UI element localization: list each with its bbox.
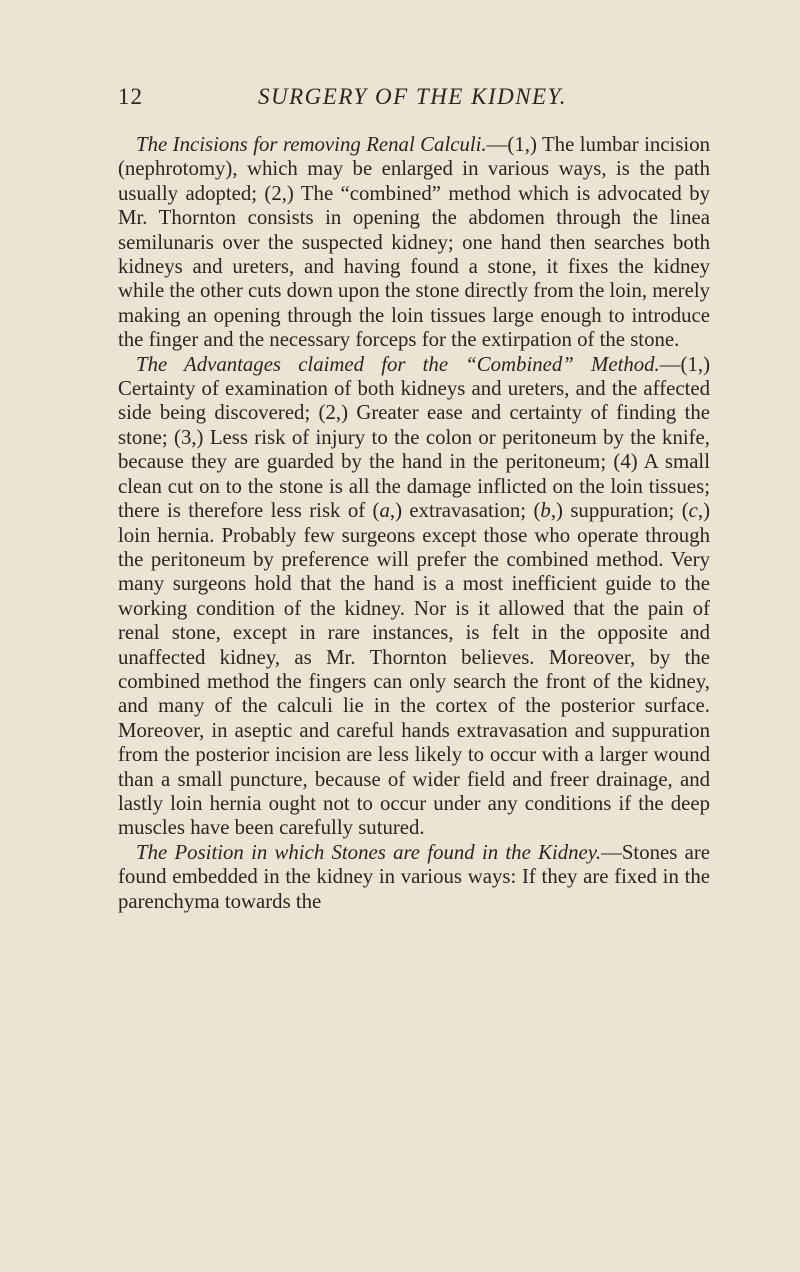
paragraph-text: ,) loin hernia. Probably few surgeons except those who operate through the peritoneum by preference will prefer the combined method. Very many surgeons hold that the hand is a most inefficient guide to the working condition of the kidney. Nor is it allowed that the pain of renal stone, except in rare instances, is felt in the opposite and unaffected kidney, as Mr. Thornton believes. Moreover, by the combined method the fingers can only search the front of the kidney, and many of the calculi lie in the cortex of the posterior surface. Moreover, in aseptic and careful hands extravasation and suppuration from the posterior incision are less likely to occur with a larger wound than a small puncture, because of wider field and freer drainage, and lastly loin hernia ought not to occur under any conditions if the deep muscles have been carefully sutured. [118, 499, 710, 840]
enum-letter-b: b [540, 499, 551, 523]
section-heading-position: The Position in which Stones are found in the Kidney. [136, 840, 602, 864]
enum-letter-c: c [688, 499, 698, 523]
paragraph-incisions [118, 133, 710, 353]
section-heading-incisions: The Incisions for removing Renal Calculi. [136, 133, 487, 156]
running-title: SURGERY OF THE KIDNEY. [258, 84, 568, 109]
paragraph-position [118, 841, 710, 914]
section-heading-advantages: The Advantages claimed for the “Combined” Method. [136, 352, 660, 376]
enum-letter-a: a [379, 499, 390, 523]
paragraph-text: —Stones are found embedded in the kidney in various ways: If they are fixed in the parenchyma towards the [118, 840, 710, 913]
paragraph-text: ,) extravasation; ( [389, 499, 541, 523]
body-text [118, 133, 710, 914]
paragraph-text: —(1,) Certainty of examination of both kidneys and ureters, and the affected side being discovered; (2,) Greater ease and certainty of finding the stone; (3,) Less risk of injury to the colon or peritoneum by the knife, because they are guarded by the hand in the peritoneum; (4) A small clean cut on to the stone is all the damage inflicted on the loin tissues; there is therefore less risk of ( [118, 352, 710, 523]
paragraph-advantages [118, 353, 710, 841]
running-head [118, 84, 718, 114]
page-number: 12 [118, 84, 143, 109]
paragraph-text: ,) suppuration; ( [550, 499, 689, 523]
paragraph-text: —(1,) The lumbar incision (nephrotomy), which may be enlarged in various ways, is the path usually adopted; (2,) The “combined” method which is advocated by Mr. Thornton consists in opening the abdomen through the linea semilunaris over the suspected kidney; one hand then searches both kidneys and ureters, and having found a stone, it fixes the kidney while the other cuts down upon the stone directly from the loin, merely making an opening through the loin tissues large enough to introduce the finger and the necessary forceps for the extirpation of the stone. [118, 133, 710, 352]
